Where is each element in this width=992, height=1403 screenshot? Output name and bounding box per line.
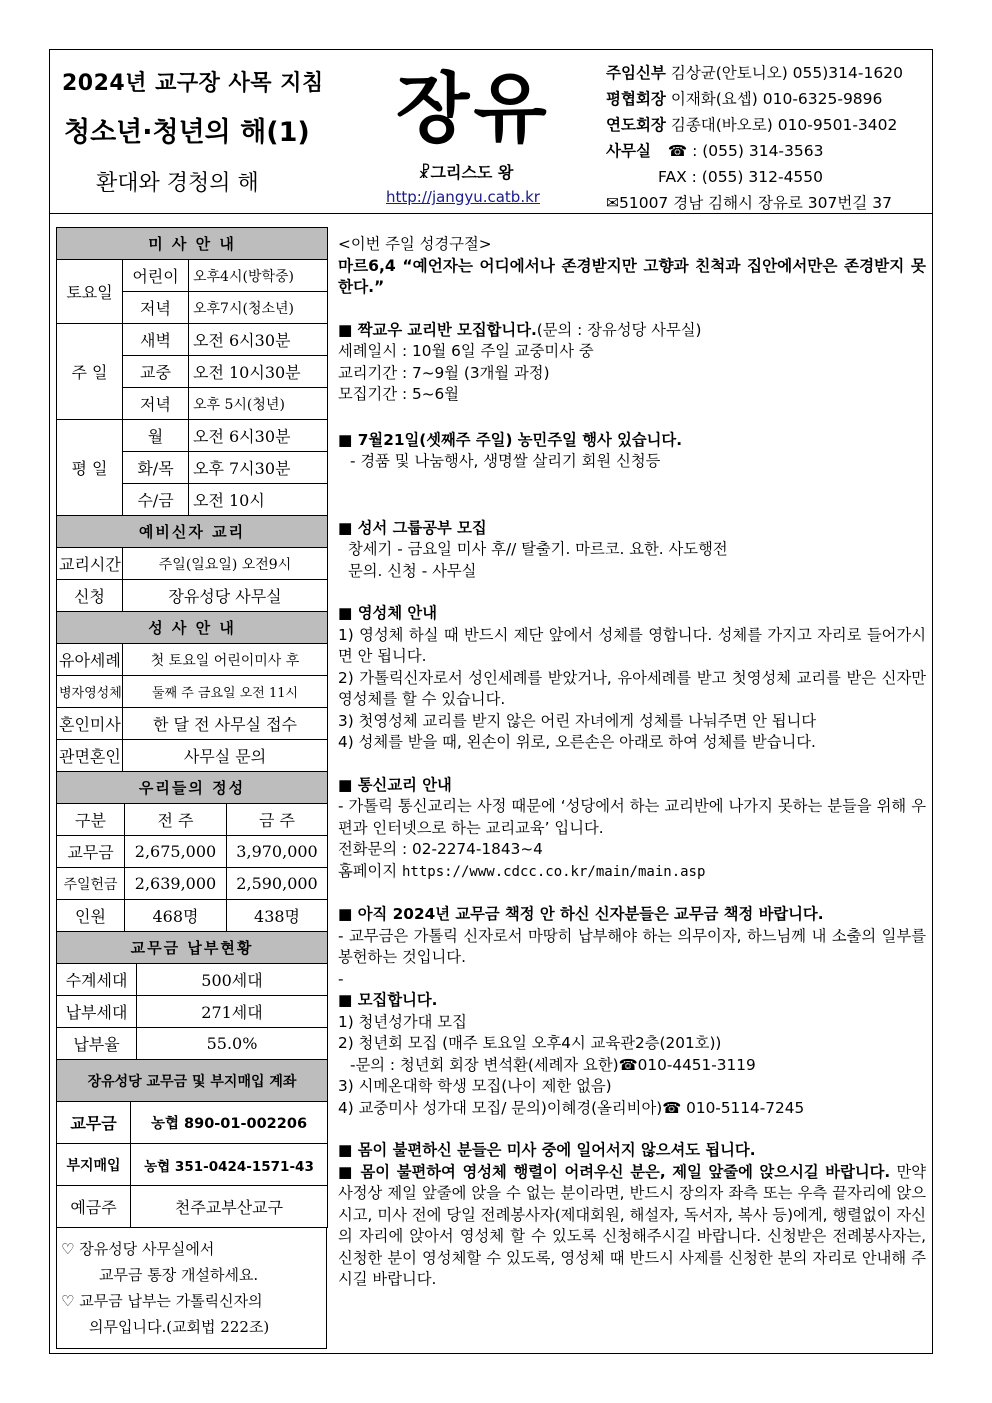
section-heading: ■ 모집합니다.	[338, 991, 438, 1009]
info-line: 2) 청년회 모집 (매주 토요일 오후4시 교육관2층(201호))	[338, 1034, 722, 1052]
table-row	[57, 836, 328, 868]
account-holder: 천주교부산교구	[131, 1186, 328, 1228]
accounts-table	[56, 1059, 328, 1228]
catechumen-value: 장유성당 사무실	[123, 580, 328, 612]
saturday-label: 토요일	[57, 260, 123, 324]
heading-text: ■ 짝교우 교리반 모집합니다.	[338, 320, 537, 339]
info-line: 4) 교중미사 성가대 모집/ 문의)이혜경(올리비아)☎ 010-5114-7245	[338, 1098, 805, 1117]
feast-subtitle: ☧그리스도 왕	[418, 163, 514, 182]
mass-time: 오전 10시30분	[189, 356, 328, 388]
info-line: 창세기 - 금요일 미사 후// 탈출기. 마르코. 요한. 사도행전	[348, 540, 728, 558]
sacrament-value: 한 달 전 사무실 접수	[123, 708, 328, 740]
pastoral-guideline: 2024년 교구장 사목 지침	[62, 71, 324, 96]
dues-table	[56, 931, 328, 1060]
mass-time: 오후 5시(청년)	[189, 388, 328, 420]
section-paragraph	[338, 1162, 926, 1291]
info-line: - 가톨릭 통신교리는 사정 때문에 ‘성당에서 하는 교리반에 나가지 못하는 분들을 위해 우편과 인터넷으로 하는 교리교육’ 입니다.	[338, 797, 926, 837]
info-line: 문의. 신청 - 사무실	[348, 561, 477, 580]
mass-kind: 월	[123, 420, 189, 452]
dues-label: 납부세대	[57, 996, 137, 1028]
dues-title: 교무금 납부현황	[57, 932, 328, 964]
year-theme: 청소년·청년의 해(1)	[64, 117, 310, 148]
sacrament-label: 병자영성체	[57, 676, 123, 708]
offering-table	[56, 771, 328, 932]
homepage-label: 홈페이지	[338, 861, 402, 880]
info-line: 모집기간 : 5~6월	[338, 385, 460, 403]
catechumen-label: 교리시간	[57, 548, 123, 580]
accounts-notes	[56, 1228, 327, 1349]
gospel-text: 마르6,4 “예언자는 어디에서나 존경받지만 고향과 친척과 집안에서만은 존경받지 못한다.”	[338, 256, 926, 296]
section-heading: ■ 아직 2024년 교무금 책정 안 하신 신자분들은 교무금 책정 바랍니다.	[338, 905, 824, 923]
section-heading: ■ 성서 그룹공부 모집	[338, 518, 487, 537]
catechumen-value: 주일(일요일) 오전9시	[123, 548, 328, 580]
year-subtheme: 환대와 경청의 해	[96, 171, 259, 196]
announcements	[338, 234, 926, 1291]
row-label: 인원	[57, 900, 125, 932]
mass-time: 오후 7시30분	[189, 452, 328, 484]
contact-row: ✉51007 경남 김해시 장유로 307번길 37	[606, 194, 892, 212]
row-label: 교무금	[57, 836, 125, 868]
sacrament-value: 둘째 주 금요일 오전 11시	[123, 676, 328, 708]
section-heading: ■ 통신교리 안내	[338, 775, 452, 794]
info-line: 교리기간 : 7~9월 (3개월 과정)	[338, 363, 550, 382]
table-row	[57, 868, 328, 900]
account-number: 농협 351-0424-1571-43	[131, 1144, 328, 1186]
mass-time: 오전 6시30분	[189, 420, 328, 452]
mass-time: 오후7시(청소년)	[189, 292, 328, 324]
this-week-value: 3,970,000	[227, 836, 328, 868]
info-line: 1) 영성체 하실 때 반드시 제단 앞에서 성체를 영합니다. 성체를 가지고 자리로 들어가시면 안 됩니다.	[338, 625, 926, 665]
mass-kind: 저녁	[123, 292, 189, 324]
column-header: 구분	[57, 804, 125, 836]
paragraph-text: 만약 사정상 제일 앞줄에 앉을 수 없는 분이라면, 반드시 장의자 좌측 또는 우측 끝자리에 앉으시고, 미사 전에 당일 전례봉사자(제대회원, 해설자, 독서자, 복사 등)에게, 행렬없이 자신의 자리에 앉아서 영성체 할 수 있도록 신청해주시길 바랍니다. 신청받은 전례봉사자는, 신청한 분이 영성체할 수 있도록, 영성체 때 반드시 사제를 신청한 분의 자리로 안내해 주시길 바랍니다.	[338, 1162, 926, 1288]
mass-kind: 수/금	[123, 484, 189, 516]
dues-rate-value: 55.0%	[137, 1028, 328, 1060]
bulletin-title: 장유	[396, 64, 551, 153]
last-week-value: 2,639,000	[125, 868, 227, 900]
this-week-value: 438명	[227, 900, 328, 932]
accounts-title: 장유성당 교무금 및 부지매입 계좌	[57, 1060, 328, 1102]
table-row	[57, 900, 328, 932]
this-week-value: 2,590,000	[227, 868, 328, 900]
dues-value: 271세대	[137, 996, 328, 1028]
section-heading: ■ 7월21일(셋째주 주일) 농민주일 행사 있습니다.	[338, 430, 683, 449]
account-number: 농협 890-01-002206	[131, 1102, 328, 1144]
catechumen-label: 신청	[57, 580, 123, 612]
dues-value: 500세대	[137, 964, 328, 996]
account-label: 교무금	[57, 1102, 131, 1144]
parish-website-link[interactable]: http://jangyu.catb.kr	[386, 188, 540, 206]
sacrament-value: 첫 토요일 어린이미사 후	[123, 644, 328, 676]
dues-label: 수계세대	[57, 964, 137, 996]
contact-row: 평협회장 이재화(요셉) 010-6325-9896	[606, 90, 883, 108]
info-line: -	[338, 969, 344, 988]
sunday-label: 주 일	[57, 324, 123, 420]
sacrament-label: 관면혼인	[57, 740, 123, 772]
sacrament-label: 유아세례	[57, 644, 123, 676]
info-line: - 교무금은 가톨릭 신자로서 마땅히 납부해야 하는 의무이자, 하느님께 내 소출의 일부를 봉헌하는 것입니다.	[338, 926, 926, 966]
column-header: 전 주	[125, 804, 227, 836]
mass-kind: 어린이	[123, 260, 189, 292]
info-line: 4) 성체를 받을 때, 왼손이 위로, 오른손은 아래로 하여 성체를 받습니다.	[338, 733, 816, 751]
gospel-title: <이번 주일 성경구절>	[338, 235, 492, 253]
contact-row: 연도회장 김종대(바오로) 010-9501-3402	[606, 116, 898, 134]
sacrament-value: 사무실 문의	[123, 740, 328, 772]
mass-time: 오전 10시	[189, 484, 328, 516]
dues-label: 납부율	[57, 1028, 137, 1060]
account-label: 부지매입	[57, 1144, 131, 1186]
info-table	[56, 227, 328, 772]
left-sidebar	[56, 227, 327, 1349]
offering-title: 우리들의 정성	[57, 772, 328, 804]
homepage-line	[338, 861, 926, 884]
account-label: 예금주	[57, 1186, 131, 1228]
row-label: 주일헌금	[57, 868, 125, 900]
mass-title: 미 사 안 내	[57, 228, 328, 260]
weekday-label: 평 일	[57, 420, 123, 516]
sacrament-title: 성 사 안 내	[57, 612, 328, 644]
catechumen-title: 예비신자 교리	[57, 516, 328, 548]
info-line: 3) 첫영성체 교리를 받지 않은 어린 자녀에게 성체를 나눠주면 안 됩니다	[338, 711, 817, 730]
contact-row: 사무실 ☎ : (055) 314-3563	[606, 142, 824, 160]
info-line: 1) 청년성가대 모집	[338, 1012, 467, 1031]
last-week-value: 2,675,000	[125, 836, 227, 868]
contact-row: FAX : (055) 312-4550	[658, 168, 824, 186]
column-header: 금 주	[227, 804, 328, 836]
info-line: 3) 시메온대학 학생 모집(나이 제한 없음)	[338, 1077, 612, 1095]
note-line: ♡ 교무금 납부는 가톨릭신자의	[61, 1292, 263, 1310]
sacrament-label: 혼인미사	[57, 708, 123, 740]
section-heading	[338, 320, 926, 342]
mass-time: 오전 6시30분	[189, 324, 328, 356]
heading-text: ■ 몸이 불편하여 영성체 행렬이 어려우신 분은, 제일 앞줄에 앉으시길 바랍니다.	[338, 1162, 891, 1181]
homepage-link[interactable]: https://www.cdcc.co.kr/main/main.asp	[401, 863, 706, 880]
info-line: - 경품 및 나눔행사, 생명쌀 살리기 회원 신청등	[350, 452, 661, 470]
mass-time: 오후4시(방학중)	[189, 260, 328, 292]
parish-contacts	[606, 60, 903, 216]
info-line: 세례일시 : 10월 6일 주일 교중미사 중	[338, 342, 594, 360]
last-week-value: 468명	[125, 900, 227, 932]
note-line: 교무금 통장 개설하세요.	[99, 1266, 259, 1284]
contact-row: 주임신부 김상균(안토니오) 055)314-1620	[606, 64, 903, 82]
note-line: 의무입니다.(교회법 222조)	[89, 1318, 270, 1336]
info-line: -문의 : 청년회 회장 변석환(세례자 요한)☎010-4451-3119	[350, 1055, 756, 1074]
info-line: 2) 가톨릭신자로서 성인세례를 받았거나, 유아세례를 받고 첫영성체 교리를 받은 신자만 영성체를 할 수 있습니다.	[338, 668, 926, 708]
heading-tail: (문의 : 장유성당 사무실)	[536, 320, 702, 339]
info-line: 전화문의 : 02-2274-1843~4	[338, 840, 543, 858]
mass-kind: 새벽	[123, 324, 189, 356]
mass-kind: 화/목	[123, 452, 189, 484]
note-line: ♡ 장유성당 사무실에서	[61, 1240, 215, 1258]
section-heading: ■ 영성체 안내	[338, 604, 437, 622]
mass-kind: 저녁	[123, 388, 189, 420]
section-heading: ■ 몸이 불편하신 분들은 미사 중에 일어서지 않으셔도 됩니다.	[338, 1141, 756, 1159]
mass-kind: 교중	[123, 356, 189, 388]
